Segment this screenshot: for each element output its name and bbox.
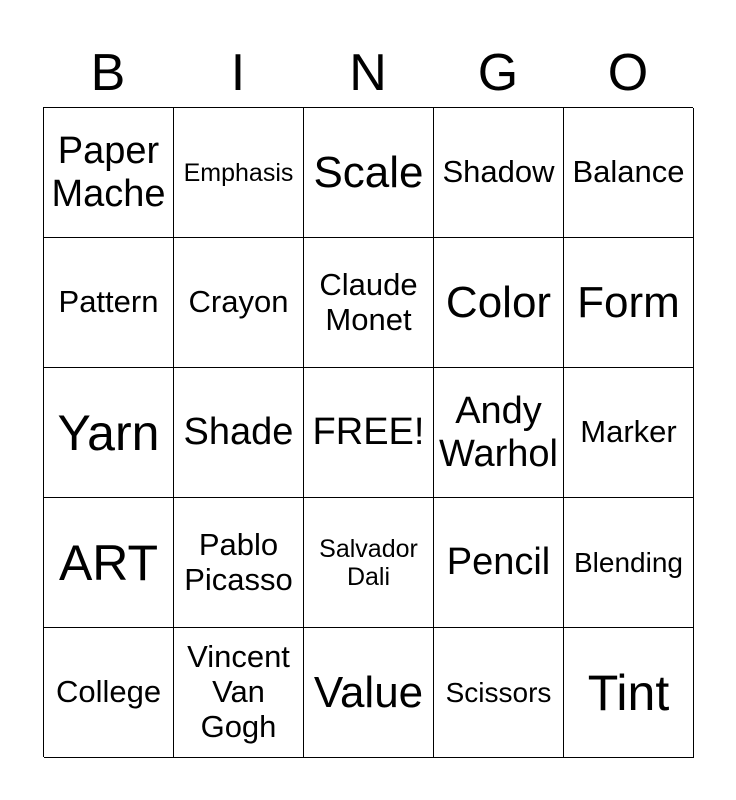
cell-label: Pencil bbox=[446, 541, 551, 584]
bingo-cell-scale[interactable] bbox=[304, 108, 434, 238]
cell-label: Shade bbox=[183, 411, 294, 454]
bingo-header bbox=[43, 40, 693, 106]
bingo-cell-salvador-dali[interactable] bbox=[304, 498, 434, 628]
header-letter-i: I bbox=[230, 44, 246, 102]
bingo-cell-emphasis[interactable] bbox=[174, 108, 304, 238]
cell-label: College bbox=[55, 674, 162, 710]
bingo-cell-claude-monet[interactable] bbox=[304, 238, 434, 368]
cell-label: Color bbox=[445, 277, 552, 327]
bingo-cell-shade[interactable] bbox=[174, 368, 304, 498]
cell-label: Marker bbox=[580, 414, 677, 450]
cell-label: Blending bbox=[574, 546, 683, 578]
bingo-cell-pattern[interactable] bbox=[44, 238, 174, 368]
cell-label: Value bbox=[313, 667, 424, 717]
header-letter-o: O bbox=[607, 44, 649, 102]
cell-label: ART bbox=[58, 534, 159, 591]
bingo-cell-crayon[interactable] bbox=[174, 238, 304, 368]
cell-label: Vincent Van Gogh bbox=[187, 639, 290, 744]
bingo-cell-yarn[interactable] bbox=[44, 368, 174, 498]
cell-label: Balance bbox=[572, 154, 685, 190]
bingo-cell-form[interactable] bbox=[564, 238, 694, 368]
cell-label: Shadow bbox=[442, 154, 555, 190]
cell-label: Paper Mache bbox=[51, 129, 166, 215]
cell-label: Crayon bbox=[188, 284, 289, 320]
cell-label: Andy Warhol bbox=[439, 389, 558, 475]
cell-label: Pattern bbox=[58, 284, 159, 320]
header-letter-g: G bbox=[477, 44, 519, 102]
bingo-cell-vincent-van-gogh[interactable] bbox=[174, 628, 304, 758]
bingo-cell-value[interactable] bbox=[304, 628, 434, 758]
cell-label: FREE! bbox=[312, 411, 425, 454]
cell-label: Emphasis bbox=[183, 158, 294, 187]
bingo-cell-pencil[interactable] bbox=[434, 498, 564, 628]
bingo-cell-paper-mache[interactable] bbox=[44, 108, 174, 238]
bingo-cell-pablo-picasso[interactable] bbox=[174, 498, 304, 628]
bingo-cell-scissors[interactable] bbox=[434, 628, 564, 758]
cell-label: Scissors bbox=[445, 676, 552, 708]
bingo-board bbox=[43, 107, 693, 757]
cell-label: Form bbox=[577, 277, 680, 327]
header-letter-n: N bbox=[349, 44, 387, 102]
cell-label: Tint bbox=[587, 664, 670, 721]
bingo-cell-color[interactable] bbox=[434, 238, 564, 368]
bingo-cell-art[interactable] bbox=[44, 498, 174, 628]
bingo-cell-marker[interactable] bbox=[564, 368, 694, 498]
cell-label: Yarn bbox=[57, 404, 160, 461]
header-letter-b: B bbox=[90, 44, 126, 102]
bingo-cell-balance[interactable] bbox=[564, 108, 694, 238]
bingo-cell-shadow[interactable] bbox=[434, 108, 564, 238]
cell-label: Pablo Picasso bbox=[184, 526, 293, 597]
cell-label: Scale bbox=[313, 147, 424, 197]
bingo-cell-college[interactable] bbox=[44, 628, 174, 758]
cell-label: Salvador Dali bbox=[319, 534, 418, 591]
bingo-cell-tint[interactable] bbox=[564, 628, 694, 758]
bingo-cell-blending[interactable] bbox=[564, 498, 694, 628]
bingo-cell-free[interactable] bbox=[304, 368, 434, 498]
bingo-cell-andy-warhol[interactable] bbox=[434, 368, 564, 498]
cell-label: Claude Monet bbox=[319, 266, 418, 337]
